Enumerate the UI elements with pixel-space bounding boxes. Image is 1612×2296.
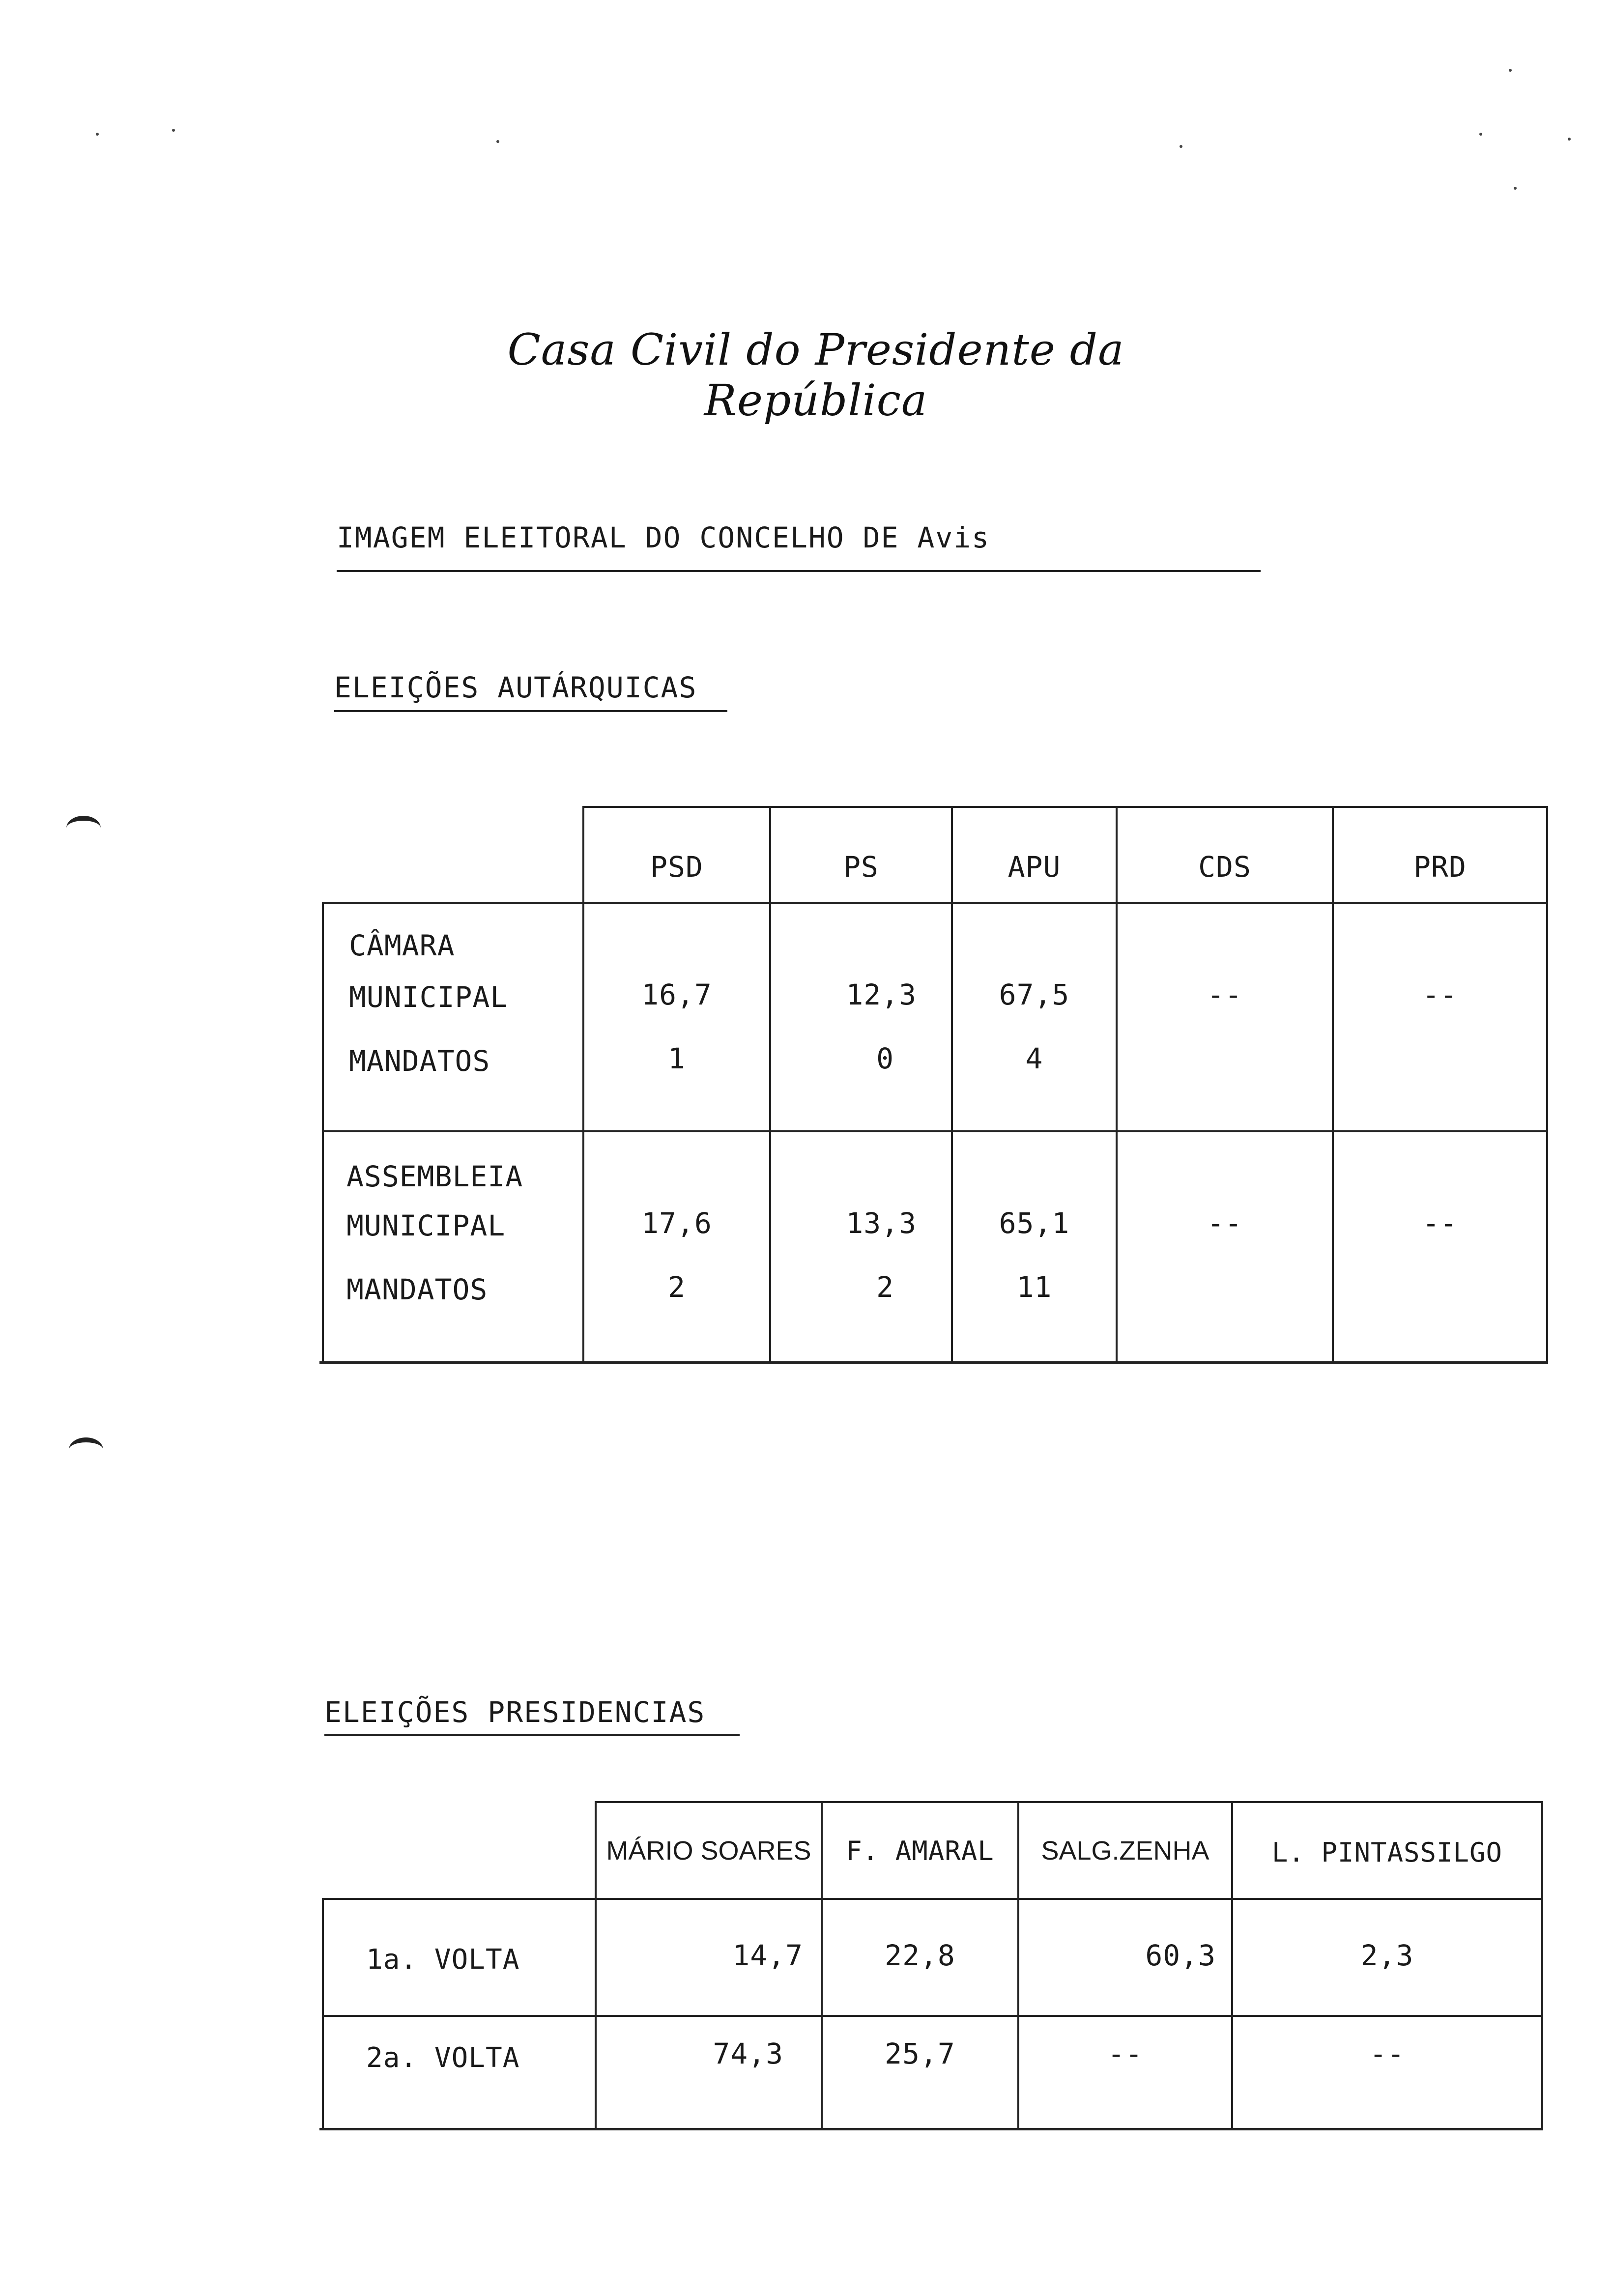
scan-speck — [496, 140, 499, 143]
cell-percent: -- — [1422, 978, 1458, 1011]
col-header-cds: CDS — [1198, 850, 1251, 884]
table-header-rule — [322, 902, 1548, 904]
col-header-l-pintassilgo: L. PINTASSILGO — [1271, 1837, 1503, 1868]
col-header-psd: PSD — [650, 850, 703, 884]
cell-mandates: 11 — [1016, 1270, 1052, 1304]
row-label-line: MANDATOS — [346, 1273, 488, 1306]
table-border-bottom — [319, 2128, 1543, 2130]
col-header-salg-zenha: SALG.ZENHA — [1041, 1836, 1209, 1866]
cell-value: 14,7 — [732, 1939, 803, 1972]
scan-speck — [1180, 145, 1182, 148]
presidenciais-heading: ELEIÇÕES PRESIDENCIAS — [324, 1695, 706, 1729]
cell-value: 25,7 — [885, 2037, 955, 2070]
cell-value: -- — [1369, 2037, 1405, 2070]
table-header-rule — [322, 1898, 1543, 1900]
col-divider — [1332, 806, 1334, 1363]
scan-speck — [1568, 138, 1571, 141]
cell-value: -- — [1107, 2037, 1143, 2070]
row-label-line: CÂMARA — [349, 929, 455, 962]
table-border-right — [1546, 806, 1548, 1363]
table-row-rule — [322, 1130, 1548, 1132]
table-row-rule — [322, 2015, 1543, 2017]
row-label-line: ASSEMBLEIA — [346, 1160, 523, 1193]
scan-speck — [172, 129, 175, 132]
cell-percent: 16,7 — [641, 978, 712, 1011]
letterhead: Casa Civil do Presidente da República — [507, 324, 1124, 426]
table-border-right — [1541, 1801, 1543, 2130]
title-underline — [337, 570, 1261, 572]
presidenciais-underline — [324, 1734, 740, 1736]
row-label-line: MUNICIPAL — [346, 1209, 506, 1242]
cell-percent: 17,6 — [641, 1206, 712, 1240]
cell-mandates: 2 — [668, 1270, 686, 1304]
cell-mandates: 1 — [668, 1042, 686, 1075]
cell-percent: 67,5 — [999, 978, 1070, 1011]
autarquicas-heading: ELEIÇÕES AUTÁRQUICAS — [334, 671, 697, 704]
cell-percent: 12,3 — [846, 978, 917, 1011]
table-border-bottom — [319, 1361, 1548, 1364]
row-label-line: MANDATOS — [349, 1044, 490, 1078]
cell-mandates: 0 — [876, 1042, 894, 1075]
cell-value: 22,8 — [885, 1939, 955, 1972]
col-header-f-amaral: F. AMARAL — [846, 1836, 994, 1866]
cell-value: 2,3 — [1360, 1939, 1414, 1972]
col-header-apu: APU — [1008, 850, 1061, 884]
row-label-line: MUNICIPAL — [349, 980, 508, 1014]
table-border-left — [322, 902, 324, 1363]
binder-hole-mark — [69, 1437, 103, 1462]
table-border-top — [582, 806, 1548, 808]
autarquicas-underline — [334, 710, 727, 712]
cell-percent: -- — [1207, 978, 1242, 1011]
document-title: IMAGEM ELEITORAL DO CONCELHO DE Avis — [337, 521, 990, 554]
cell-percent: 13,3 — [846, 1206, 917, 1240]
cell-percent: -- — [1422, 1206, 1458, 1240]
scan-speck — [1509, 69, 1512, 72]
binder-hole-mark — [66, 816, 101, 840]
cell-value: 60,3 — [1145, 1939, 1216, 1972]
col-header-mario-soares: MÁRIO SOARES — [606, 1836, 811, 1866]
row-label-1a-volta: 1a. VOLTA — [366, 1944, 520, 1976]
col-divider — [1116, 806, 1118, 1363]
cell-percent: 65,1 — [999, 1206, 1070, 1240]
scan-speck — [1514, 187, 1517, 190]
col-header-prd: PRD — [1413, 850, 1467, 884]
cell-percent: -- — [1207, 1206, 1242, 1240]
cell-mandates: 4 — [1025, 1042, 1043, 1075]
table-border-top — [595, 1801, 1543, 1803]
scan-speck — [96, 133, 99, 136]
cell-value: 74,3 — [713, 2037, 783, 2070]
col-header-ps: PS — [843, 850, 879, 884]
cell-mandates: 2 — [876, 1270, 894, 1304]
row-label-2a-volta: 2a. VOLTA — [366, 2042, 520, 2074]
table-border-left — [322, 1898, 324, 2130]
scan-speck — [1479, 133, 1482, 136]
